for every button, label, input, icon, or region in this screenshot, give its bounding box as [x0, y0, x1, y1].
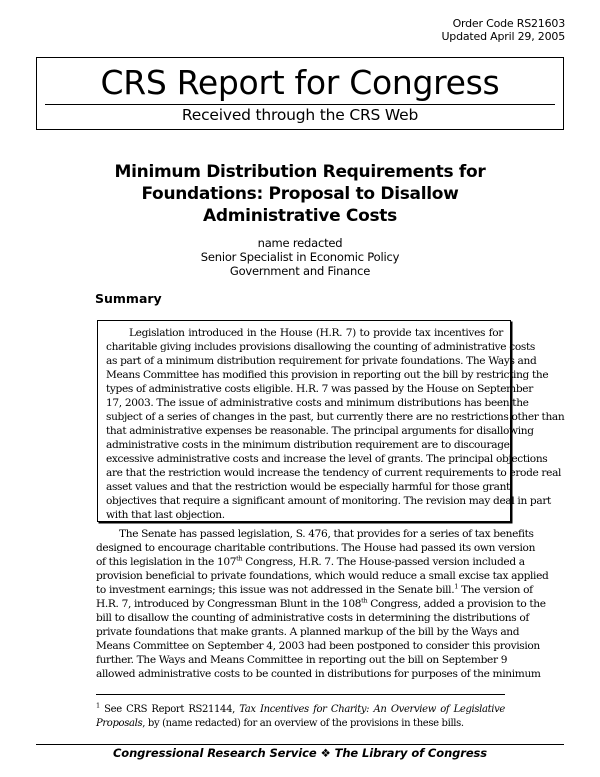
summary-line: 17, 2003. The issue of administrative costs and minimum distributions has been the: [106, 397, 529, 409]
footnote-text: See CRS Report RS21144,: [99, 704, 240, 715]
body-text: of this legislation in the 107: [96, 556, 237, 568]
summary-line: are that the restriction would increase the tendency of current requirements to erode real: [106, 467, 562, 479]
footnote-text: , by (name redacted) for an overview of the provisions in these bills.: [142, 718, 464, 729]
summary-line: objectives that require a significant amount of monitoring. The revision may deal in part: [106, 495, 551, 507]
header-divider: [45, 104, 555, 105]
updated-date: Updated April 29, 2005: [441, 30, 565, 43]
summary-line: administrative costs in the minimum distribution requirement are to discourage: [106, 439, 510, 451]
author-position: Senior Specialist in Economic Policy: [200, 250, 400, 264]
footnote-report-title: Proposals: [96, 718, 143, 729]
footnote-line: [96, 717, 505, 731]
summary-line: Legislation introduced in the House (H.R. 7) to provide tax incentives for: [129, 327, 503, 339]
body-text: The version of: [458, 584, 533, 596]
document-title-line: Administrative Costs: [203, 206, 397, 226]
body-line: further. The Ways and Means Committee in reporting out the bill on September 9: [96, 654, 508, 666]
body-text: Congress, added a provision to the: [367, 598, 546, 610]
body-line: [96, 596, 546, 611]
footnote-line: [96, 703, 505, 717]
footnote-number: 1: [96, 701, 100, 710]
summary-line: subject of a series of changes in the past, but currently there are no restrictions other than: [106, 411, 565, 423]
document-title-line: Minimum Distribution Requirements for: [114, 162, 486, 182]
author-block: [100, 236, 500, 278]
report-subtitle: Received through the CRS Web: [181, 106, 419, 124]
body-line: bill to disallow the counting of administrative costs in determining the distributions of: [96, 612, 529, 624]
footnote-report-title: Tax Incentives for Charity: An Overview of Legislative: [239, 704, 505, 715]
order-info: [441, 17, 565, 43]
body-text: Congress, H.R. 7. The House-passed version included a: [242, 556, 525, 568]
author-name: name redacted: [257, 236, 343, 250]
body-line: [96, 582, 533, 597]
summary-line: charitable giving includes provisions disallowing the counting of administrative costs: [106, 341, 535, 353]
ordinal-suffix: th: [361, 596, 368, 605]
document-title-line: Foundations: Proposal to Disallow: [141, 184, 459, 204]
footnote-reference[interactable]: 1: [454, 582, 459, 591]
author-division: Government and Finance: [229, 264, 371, 278]
footer: Congressional Research Service ❖ The Library of Congress: [112, 746, 488, 760]
body-line: designed to encourage charitable contributions. The House had passed its own version: [96, 542, 536, 554]
summary-line: excessive administrative costs and increase the level of grants. The principal objections: [106, 453, 548, 465]
report-title: CRS Report for Congress: [100, 63, 500, 102]
body-line: Means Committee on September 4, 2003 had been postponed to consider this provision: [96, 640, 540, 652]
summary-heading: Summary: [95, 291, 162, 306]
summary-line: that administrative expenses be reasonable. The principal arguments for disallowing: [106, 425, 534, 437]
body-line: [96, 554, 525, 569]
report-header: [36, 57, 564, 130]
body-line: provision beneficial to private foundations, which would reduce a small excise tax applied: [96, 570, 549, 582]
ordinal-suffix: th: [236, 554, 243, 563]
body-line: private foundations that make grants. A planned markup of the bill by the Ways and: [96, 626, 520, 638]
summary-line: types of administrative costs eligible. H.R. 7 was passed by the House on September: [106, 383, 533, 395]
summary-line: with that last objection.: [106, 509, 225, 521]
footnote-divider: [96, 694, 505, 695]
document-title: [60, 161, 540, 227]
summary-line: as part of a minimum distribution requirement for private foundations. The Ways and: [106, 355, 537, 367]
body-line: The Senate has passed legislation, S. 476, that provides for a series of tax benefits: [119, 528, 534, 540]
order-code: Order Code RS21603: [452, 17, 565, 30]
summary-line: Means Committee has modified this provision in reporting out the bill by restricting the: [106, 369, 549, 381]
body-text: H.R. 7, introduced by Congressman Blunt in the 108: [96, 598, 362, 610]
body-line: allowed administrative costs to be counted in distributions for purposes of the minimum: [96, 668, 541, 680]
body-text: to investment earnings; this issue was not addressed in the Senate bill.: [96, 584, 455, 596]
summary-line: asset values and that the restriction would be especially harmful for those grant: [106, 481, 510, 493]
